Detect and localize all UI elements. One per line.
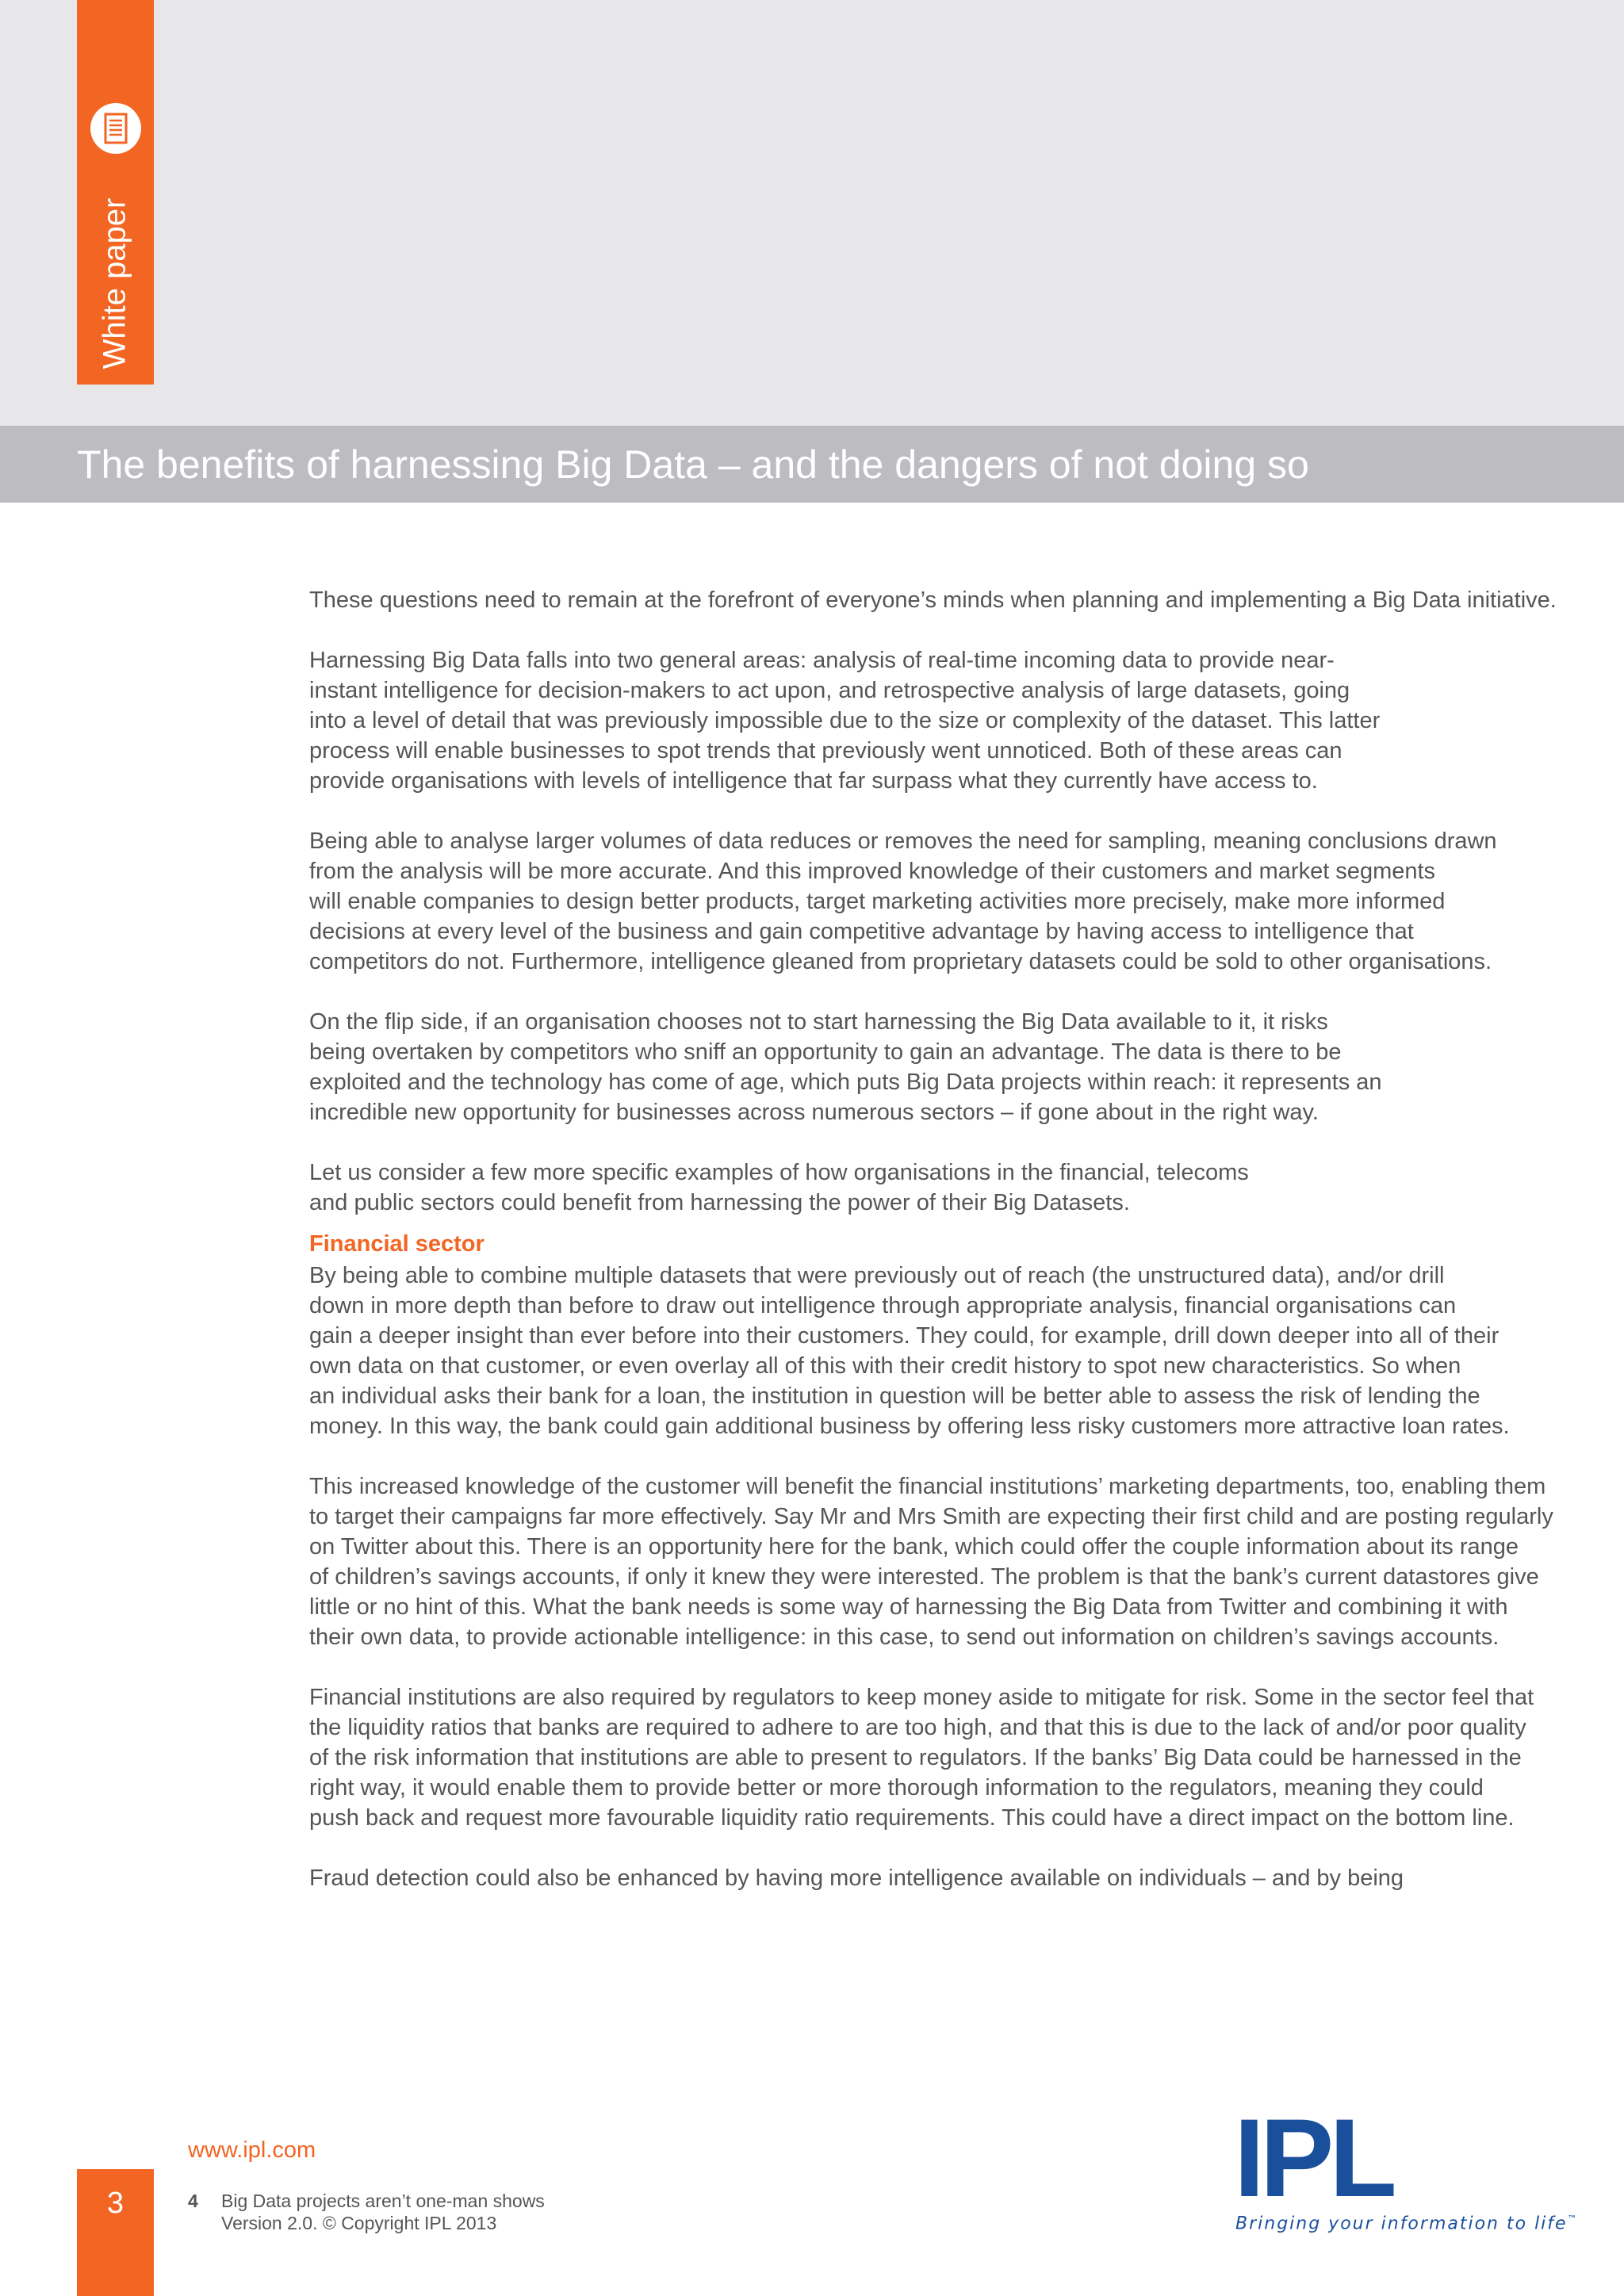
text-line: These questions need to remain at the forefront of everyone’s minds when planning and implementing a Big Data initiative. (309, 587, 1557, 613)
text-line: This increased knowledge of the customer will benefit the financial institutions’ marketing departments, too, enabling them (309, 1474, 1546, 1499)
text-line: process will enable businesses to spot trends that previously went unnoticed. Both of these areas can (309, 738, 1342, 763)
text-line: and public sectors could benefit from harnessing the power of their Big Datasets. (309, 1190, 1130, 1215)
white-paper-label: White paper (97, 197, 132, 369)
text-line: On the flip side, if an organisation chooses not to start harnessing the Big Data available to it, it risks (309, 1009, 1328, 1035)
text-line: competitors do not. Furthermore, intelligence gleaned from proprietary datasets could be sold to other organisations. (309, 949, 1492, 974)
text-line: little or no hint of this. What the bank needs is some way of harnessing the Big Data from Twitter and combining it with (309, 1594, 1508, 1620)
text-line: to target their campaigns far more effectively. Say Mr and Mrs Smith are expecting their first child and are posting regularly (309, 1504, 1553, 1529)
text-line: By being able to combine multiple datasets that were previously out of reach (the unstructured data), and/or drill (309, 1263, 1445, 1288)
text-line: of the risk information that institutions are able to present to regulators. If the banks’ Big Data could be harnessed in the (309, 1745, 1522, 1770)
white-paper-tab (77, 0, 154, 385)
header-band (0, 0, 1624, 426)
text-line: an individual asks their bank for a loan, the institution in question will be better able to assess the risk of lending the (309, 1383, 1480, 1409)
paragraph (309, 1863, 1554, 1893)
text-line: down in more depth than before to draw out intelligence through appropriate analysis, financial organisations can (309, 1293, 1457, 1318)
footnote-version: Version 2.0. © Copyright IPL 2013 (221, 2213, 497, 2233)
text-line: gain a deeper insight than ever before into their customers. They could, for example, drill down deeper into all of their (309, 1323, 1500, 1349)
footnote-number: 4 (188, 2191, 198, 2211)
ipl-logo (1234, 2095, 1579, 2237)
text-line: the liquidity ratios that banks are required to adhere to are too high, and that this is due to the lack of and/or poor quality (309, 1715, 1526, 1740)
text-line: from the analysis will be more accurate. And this improved knowledge of their customers and market segments (309, 859, 1436, 884)
text-line: will enable companies to design better products, target marketing activities more precisely, make more informed (309, 889, 1446, 914)
text-line: Being able to analyse larger volumes of data reduces or removes the need for sampling, meaning conclusions drawn (309, 828, 1497, 854)
text-line: Harnessing Big Data falls into two general areas: analysis of real-time incoming data to provide near- (309, 648, 1335, 673)
text-line: their own data, to provide actionable intelligence: in this case, to send out information on children’s savings accounts. (309, 1624, 1500, 1650)
page-number: 3 (106, 2187, 124, 2220)
logo-tagline: Bringing your information to life™ (1235, 2214, 1579, 2234)
text-line: incredible new opportunity for businesses across numerous sectors – if gone about in the right way. (309, 1100, 1319, 1125)
text-line: push back and request more favourable liquidity ratio requirements. This could have a direct impact on the bottom line. (309, 1805, 1515, 1831)
paragraph (309, 1261, 1554, 1441)
section-heading-financial: Financial sector (309, 1231, 485, 1257)
text-line: Let us consider a few more specific examples of how organisations in the financial, telecoms (309, 1160, 1249, 1185)
text-line: decisions at every level of the business and gain competitive advantage by having access to intelligence that (309, 919, 1414, 944)
page-number-tab (77, 2169, 154, 2296)
text-line: provide organisations with levels of intelligence that far surpass what they currently have access to. (309, 768, 1318, 794)
text-line: of children’s savings accounts, if only it knew they were interested. The problem is that the bank’s current datastores give (309, 1564, 1539, 1590)
paragraph (309, 1007, 1554, 1127)
website-link[interactable]: www.ipl.com (188, 2137, 316, 2163)
text-line: own data on that customer, or even overlay all of this with their credit history to spot new characteristics. So when (309, 1353, 1461, 1379)
document-icon (90, 103, 141, 154)
paragraph (309, 645, 1554, 796)
text-line: on Twitter about this. There is an opportunity here for the bank, which could offer the couple information about its range (309, 1534, 1519, 1559)
text-line: being overtaken by competitors who sniff an opportunity to gain an advantage. The data is there to be (309, 1039, 1342, 1065)
text-line: exploited and the technology has come of age, which puts Big Data projects within reach: it represents an (309, 1070, 1382, 1095)
paragraph (309, 585, 1557, 615)
logo-wordmark: IPL (1234, 2095, 1392, 2220)
footnote-title: Big Data projects aren’t one-man shows (221, 2191, 545, 2211)
title-bar (0, 426, 1624, 503)
text-line: right way, it would enable them to provide better or more thorough information to the regulators, meaning they could (309, 1775, 1484, 1800)
text-line: into a level of detail that was previously impossible due to the size or complexity of the dataset. This latter (309, 708, 1381, 733)
text-line: Financial institutions are also required by regulators to keep money aside to mitigate for risk. Some in the sector feel that (309, 1685, 1534, 1710)
text-line: Fraud detection could also be enhanced by having more intelligence available on individuals – and by being (309, 1866, 1404, 1891)
paragraph (309, 1682, 1554, 1833)
paragraph (309, 826, 1554, 977)
paragraph (309, 1158, 1554, 1218)
text-line: instant intelligence for decision-makers to act upon, and retrospective analysis of large datasets, going (309, 678, 1350, 703)
article-body (309, 585, 1557, 1923)
text-line: money. In this way, the bank could gain additional business by offering less risky customers more attractive loan rates. (309, 1414, 1510, 1439)
page-title: The benefits of harnessing Big Data – and the dangers of not doing so (77, 442, 1309, 487)
paragraph (309, 1471, 1554, 1652)
